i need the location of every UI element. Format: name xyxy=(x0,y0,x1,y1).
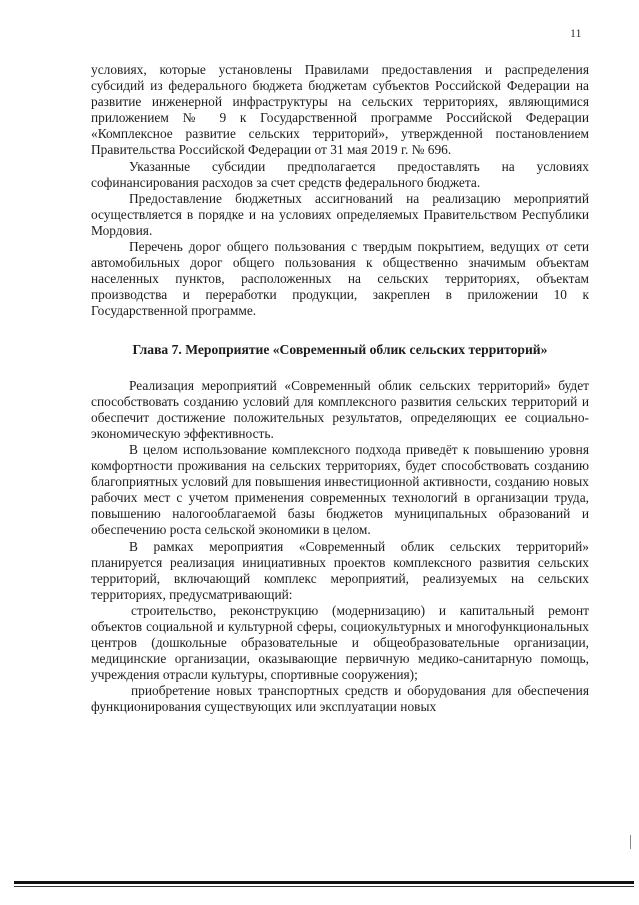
page-divider xyxy=(14,881,634,884)
paragraph: В рамках мероприятия «Современный облик сельских территорий» планируется реализация инициативных проектов комплексного развития сельских территорий, включающий комплекс мероприятий, реализуемых на сельских территориях, предусматривающий: xyxy=(91,538,589,602)
paragraph: Перечень дорог общего пользования с твердым покрытием, ведущих от сети автомобильных дорог общего пользования к общественно значимым объектам населенных пунктов, расположенных на сельских территориях, объектам производства и переработки продукции, закреплен в приложении 10 к Государственной программе. xyxy=(91,239,589,319)
paragraph: Предоставление бюджетных ассигнований на реализацию мероприятий осуществляется в порядке и на условиях определяемых Правительством Республики Мордовия. xyxy=(91,190,589,238)
paragraph: условиях, которые установлены Правилами предоставления и распределения субсидий из федерального бюджета бюджетам субъектов Российской Федерации на развитие инженерной инфраструктуры на сельских территориях, являющимися приложением № 9 к Государственной программе Российской Федерации «Комплексное развитие сельских территорий», утвержденной постановлением Правительства Российской Федерации от 31 мая 2019 г. № 696. xyxy=(91,62,589,158)
list-item: строительство, реконструкцию (модернизацию) и капитальный ремонт объектов социальной и культурной сферы, социокультурных и многофункциональных центров (дошкольные образовательные и общеобразовательные организации, медицинские организации, оказывающие первичную медико-санитарную помощь, учреждения отрасли культуры, спортивные сооружения); xyxy=(91,602,589,683)
paragraph: Указанные субсидии предполагается предоставлять на условиях софинансирования расходов за счет средств федерального бюджета. xyxy=(91,158,589,190)
paragraph: Реализация мероприятий «Современный облик сельских территорий» будет способствовать созданию условий для комплексного развития сельских территорий и обеспечит достижение положительных результатов, определяющих ее социально-экономическую эффективность. xyxy=(91,377,589,441)
scan-mark xyxy=(630,835,631,849)
list-item: приобретение новых транспортных средств и оборудования для обеспечения функционирования существующих или эксплуатации новых xyxy=(91,683,589,715)
paragraph: В целом использование комплексного подхода приведёт к повышению уровня комфортности проживания на сельских территориях, будет способствовать созданию благоприятных условий для повышения инвестиционной активности, созданию новых рабочих мест с учетом применения современных технологий в организации труда, повышению налогооблагаемой базы бюджетов муниципальных образований и обеспечению роста сельской экономики в целом. xyxy=(91,441,589,538)
page-number: 11 xyxy=(570,26,582,40)
document-body xyxy=(91,62,589,716)
section-heading: Глава 7. Мероприятие «Современный облик сельских территорий» xyxy=(132,341,548,357)
page-divider-thin xyxy=(14,886,634,887)
